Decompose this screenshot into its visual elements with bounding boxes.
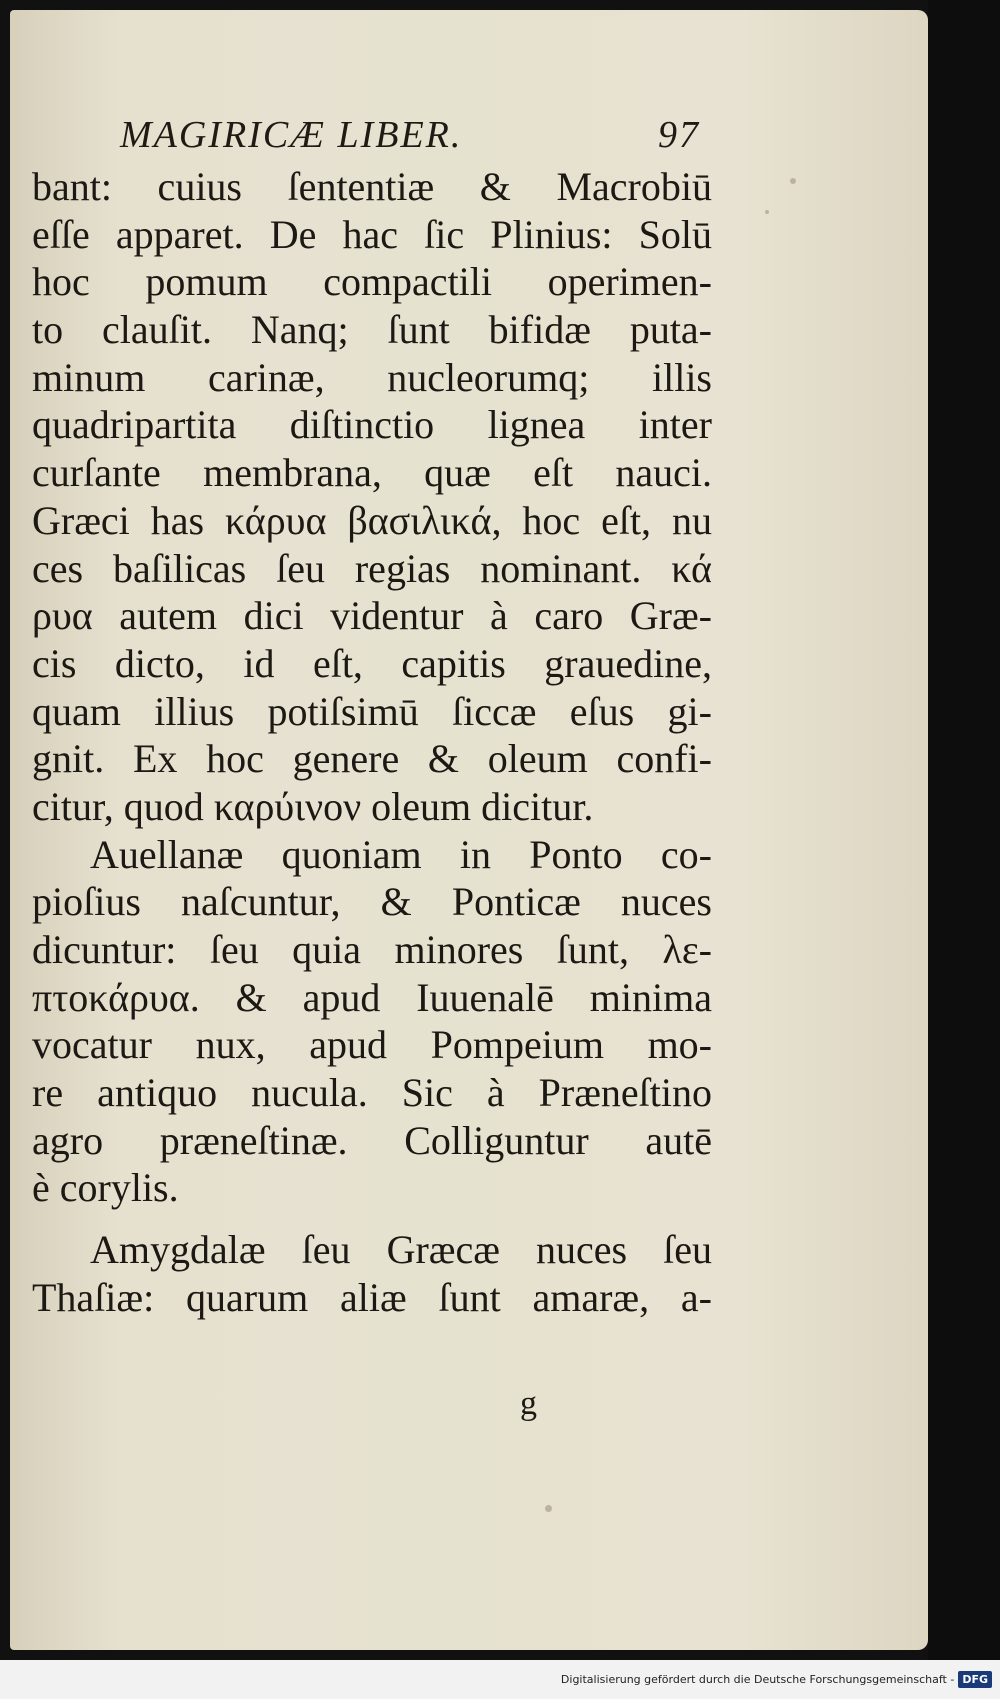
text-line: bant: cuius ſententiæ & Macrobiū: [32, 164, 712, 209]
footer-credit: Digitalisierung gefördert durch die Deutsche Forschungsgemeinschaft -: [560, 1673, 955, 1686]
text-line: ρυα autem dici videntur à caro Græ-: [32, 593, 712, 639]
text-line: Amygdalæ ſeu Græcæ nuces ſeu: [90, 1227, 712, 1273]
running-header: [120, 110, 700, 160]
page-body-text: [32, 163, 712, 1322]
text-line: minum carinæ, nucleorumq; illis: [32, 354, 712, 400]
signature-mark: g: [520, 1385, 537, 1422]
text-line: eſſe apparet. De hac ſic Plinius: Solū: [32, 211, 712, 257]
text-line: cis dicto, id eſt, capitis grauedine,: [32, 640, 712, 686]
text-line: Græci has κάρυα βασιλικά, hoc eſt, nu: [32, 497, 712, 543]
paper-speck: [765, 210, 769, 214]
text-line: ces baſilicas ſeu regias nominant. κά: [32, 545, 712, 591]
text-line: gnit. Ex hoc genere & oleum confi-: [32, 736, 712, 782]
text-line: πτοκάρυα. & apud Iuuenalē minima: [32, 974, 712, 1020]
text-line: dicuntur: ſeu quia minores ſunt, λε-: [32, 927, 712, 972]
text-line: Thaſiæ: quarum aliæ ſunt amaræ, a-: [32, 1274, 712, 1320]
text-line: to clauſit. Nanq; ſunt bifidæ puta-: [32, 307, 712, 353]
text-line: hoc pomum compactili operimen-: [32, 259, 712, 305]
text-line: re antiquo nucula. Sic à Præneſtino: [32, 1070, 712, 1116]
text-line: agro præneſtinæ. Colliguntur autē: [32, 1117, 712, 1163]
text-line: quadripartita diſtinctio lignea inter: [32, 402, 712, 448]
scan-background-edge: [928, 0, 1000, 1660]
text-line: Auellanæ quoniam in Ponto co-: [90, 831, 712, 877]
text-line: vocatur nux, apud Pompeium mo-: [32, 1022, 712, 1068]
text-line: curſante membrana, quæ eſt nauci.: [32, 450, 712, 496]
dfg-logo: DFG: [958, 1671, 992, 1688]
digitization-footer: [0, 1660, 1000, 1699]
paper-speck: [545, 1505, 552, 1512]
running-title: MAGIRICÆ LIBER.: [120, 114, 463, 156]
page-number: 97: [658, 114, 700, 156]
text-line: citur, quod καρύινον oleum dicitur.: [32, 783, 594, 829]
text-line: pioſius naſcuntur, & Ponticæ nuces: [32, 879, 712, 925]
text-line: è corylis.: [32, 1165, 179, 1211]
paper-speck: [790, 178, 796, 184]
text-line: quam illius potiſsimū ſiccæ eſus gi-: [32, 688, 712, 734]
